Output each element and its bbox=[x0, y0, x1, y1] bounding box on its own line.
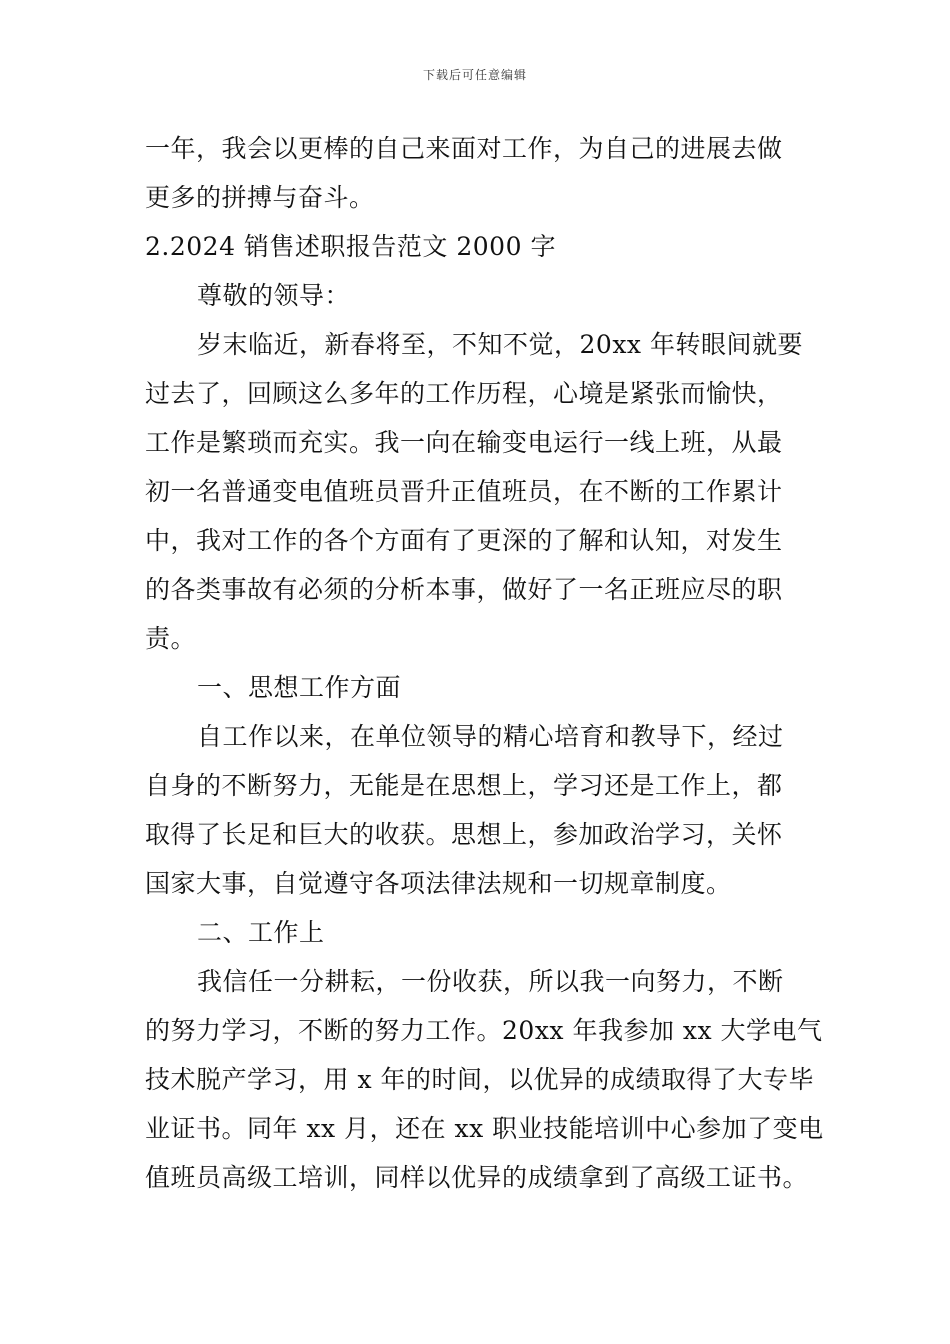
section-title: 2.2024 销售述职报告范文 2000 字 bbox=[145, 232, 556, 261]
salutation: 尊敬的领导： bbox=[197, 281, 351, 310]
text-line-15: 取得了长足和巨大的收获。思想上，参加政治学习，关怀 bbox=[145, 820, 783, 849]
text-line-16: 国家大事，自觉遵守各项法律法规和一切规章制度。 bbox=[145, 869, 732, 898]
text-line-18: 我信任一分耕耘，一份收获，所以我一向努力，不断 bbox=[197, 967, 784, 996]
page-header-note: 下载后可任意编辑 bbox=[422, 68, 527, 82]
text-line-6: 过去了，回顾这么多年的工作历程，心境是紧张而愉快， bbox=[145, 379, 783, 408]
document-body bbox=[145, 124, 824, 1202]
text-line-7: 工作是繁琐而充实。我一向在输变电运行一线上班，从最 bbox=[145, 428, 783, 457]
text-line-21: 业证书。同年 xx 月，还在 xx 职业技能培训中心参加了变电 bbox=[145, 1114, 824, 1143]
text-line-14: 自身的不断努力，无能是在思想上，学习还是工作上，都 bbox=[145, 771, 783, 800]
text-line-22: 值班员高级工培训，同样以优异的成绩拿到了高级工证书。 bbox=[145, 1163, 809, 1192]
text-line-19: 的努力学习，不断的努力工作。20xx 年我参加 xx 大学电气 bbox=[145, 1016, 823, 1045]
text-line-2: 更多的拼搏与奋斗。 bbox=[145, 183, 375, 212]
subheading-thought: 一、思想工作方面 bbox=[197, 673, 402, 702]
text-line-10: 的各类事故有必须的分析本事，做好了一名正班应尽的职 bbox=[145, 575, 783, 604]
text-line-9: 中，我对工作的各个方面有了更深的了解和认知，对发生 bbox=[145, 526, 783, 555]
subheading-work: 二、工作上 bbox=[197, 918, 325, 947]
text-line-20: 技术脱产学习，用 x 年的时间，以优异的成绩取得了大专毕 bbox=[145, 1065, 814, 1094]
text-line-8: 初一名普通变电值班员晋升正值班员，在不断的工作累计 bbox=[145, 477, 783, 506]
text-line-5: 岁末临近，新春将至，不知不觉，20xx 年转眼间就要 bbox=[197, 330, 803, 359]
text-line-13: 自工作以来，在单位领导的精心培育和教导下，经过 bbox=[197, 722, 784, 751]
text-line-11: 责。 bbox=[145, 624, 197, 653]
text-line-1: 一年，我会以更棒的自己来面对工作，为自己的进展去做 bbox=[145, 134, 783, 163]
